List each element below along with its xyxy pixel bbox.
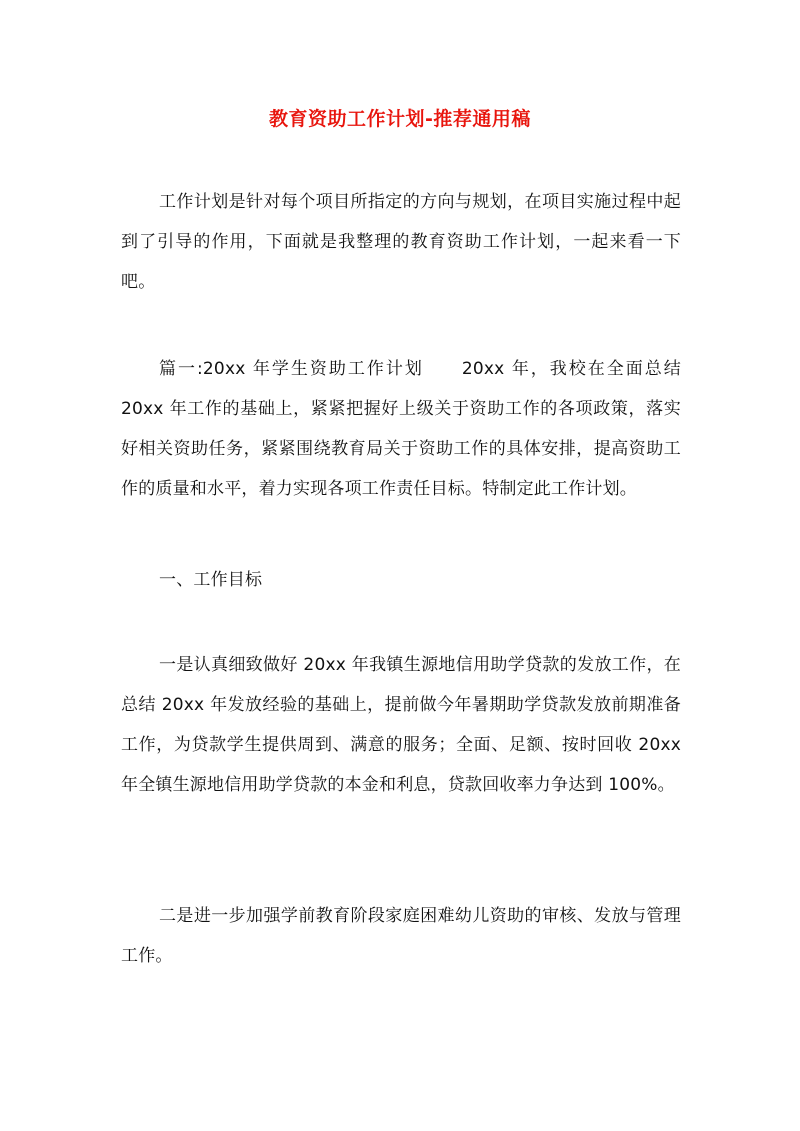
goal-one-paragraph: 一是认真细致做好 20xx 年我镇生源地信用助学贷款的发放工作，在总结 20xx 年发放经验的基础上，提前做今年暑期助学贷款发放前期准备工作，为贷款学生提供周到、满意的服务；全面、足额、按时回收 20xx 年全镇生源地信用助学贷款的本金和利息，贷款回收率力争达到 100%。 [121,655,681,795]
intro-paragraph: 工作计划是针对每个项目所指定的方向与规划，在项目实施过程中起到了引导的作用，下面就是我整理的教育资助工作计划，一起来看一下吧。 [121,192,681,292]
document-title: 教育资助工作计划-推荐通用稿 [269,108,531,130]
chapter-heading: 篇一:20xx 年学生资助工作计划 [159,359,424,379]
section-heading: 一、工作目标 [159,570,263,590]
goal-two-paragraph: 二是进一步加强学前教育阶段家庭困难幼儿资助的审核、发放与管理工作。 [121,906,681,966]
chapter-one-paragraph [121,349,681,509]
chapter-body: 20xx 年，我校在全面总结 20xx 年工作的基础上，紧紧把握好上级关于资助工作的各项政策，落实好相关资助任务，紧紧围绕教育局关于资助工作的具体安排，提高资助工作的质量和水平，着力实现各项工作责任目标。特制定此工作计划。 [121,359,681,499]
